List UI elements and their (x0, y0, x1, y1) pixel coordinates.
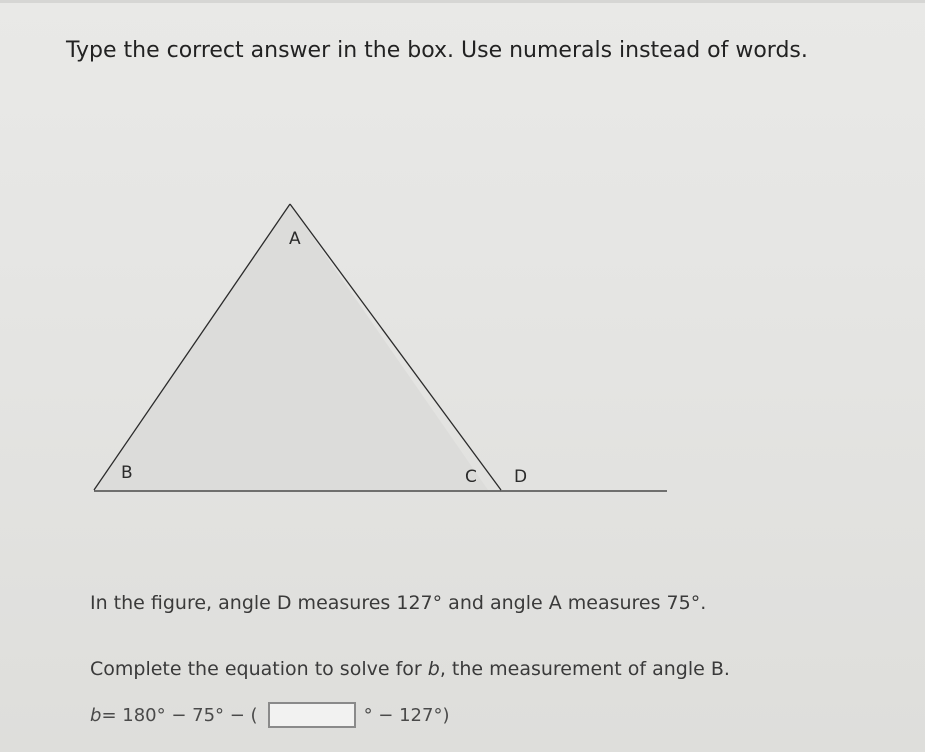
equation-row (90, 698, 449, 732)
prompt-before: Complete the equation to solve for (90, 658, 428, 680)
label-d: D (514, 467, 528, 487)
equation-left: = 180° − 75° − ( (101, 704, 258, 726)
prompt-variable: b (427, 658, 440, 680)
instruction-text: Type the correct answer in the box. Use numerals instead of words. (66, 38, 808, 63)
label-c: C (465, 467, 477, 487)
label-b: B (121, 463, 133, 483)
problem-statement: In the figure, angle D measures 127° and angle A measures 75°. (90, 592, 707, 614)
equation-right: ° − 127°) (363, 704, 450, 726)
prompt-after: , the measurement of angle B. (439, 658, 730, 680)
label-a: A (289, 229, 301, 249)
equation-prompt (90, 658, 730, 680)
equation-variable: b (90, 704, 102, 726)
answer-input[interactable] (268, 702, 356, 728)
